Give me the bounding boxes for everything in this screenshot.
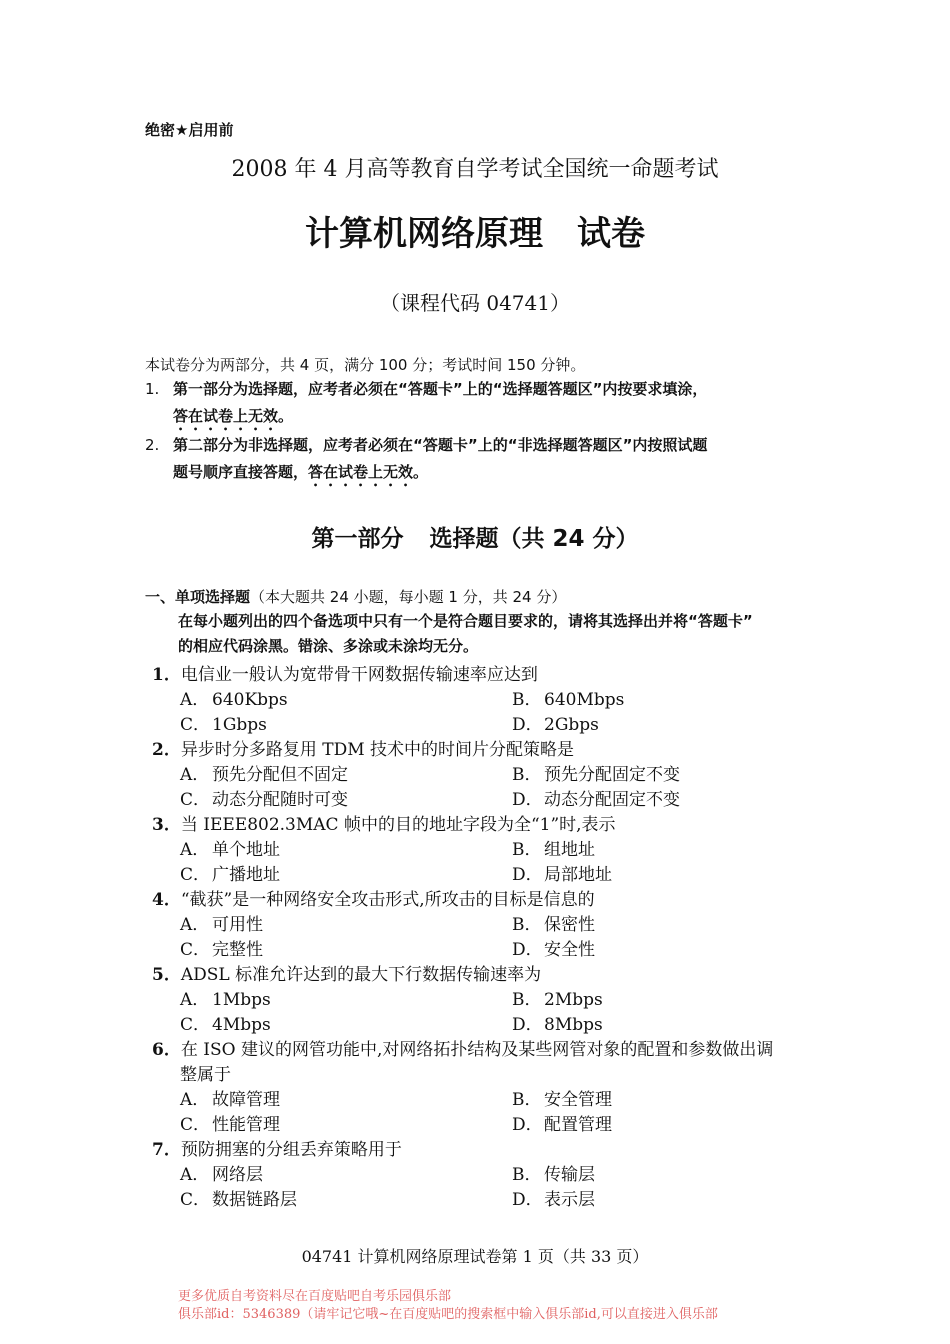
question-stem — [152, 660, 538, 685]
option-text: 安全管理 — [544, 1090, 612, 1110]
option-d — [512, 860, 612, 885]
question-text-continued: 整属于 — [180, 1065, 231, 1085]
question-text: 在 ISO 建议的网管功能中,对网络拓扑结构及某些网管对象的配置和参数做出调 — [180, 1040, 774, 1060]
option-letter: B． — [512, 1165, 542, 1185]
paper-title — [0, 206, 950, 255]
note-1-number: 1. — [145, 380, 160, 398]
option-d — [512, 1185, 595, 1210]
option-letter: D． — [512, 715, 543, 735]
option-letter: D． — [512, 1115, 543, 1135]
option-text: 性能管理 — [212, 1115, 280, 1135]
part1-title — [0, 520, 950, 553]
intro-summary: 本试卷分为两部分，共 4 页，满分 100 分；考试时间 150 分钟。 — [145, 356, 586, 374]
option-text: 动态分配固定不变 — [544, 790, 680, 810]
option-a — [180, 910, 263, 935]
exam-title: 2008 年 4 月高等教育自学考试全国统一命题考试 — [231, 157, 719, 182]
question-stem — [152, 735, 574, 760]
question-stem — [152, 810, 616, 835]
option-text: 表示层 — [544, 1190, 595, 1210]
note-2-line2a: 题号顺序直接答题， — [173, 463, 309, 481]
option-letter: B． — [512, 690, 542, 710]
question-text: 当 IEEE802.3MAC 帧中的目的地址字段为全“1”时,表示 — [180, 815, 616, 835]
question-stem — [152, 1035, 773, 1060]
option-text: 故障管理 — [212, 1090, 280, 1110]
option-text: 预先分配固定不变 — [544, 765, 680, 785]
option-letter: D． — [512, 1015, 543, 1035]
paper-title-suffix: 试卷 — [577, 214, 645, 254]
option-letter: B． — [512, 1090, 542, 1110]
question-stem — [152, 960, 541, 985]
confidential-mark: 绝密★启用前 — [145, 121, 234, 139]
option-d — [512, 1010, 603, 1035]
note-2 — [145, 432, 707, 490]
option-text: 2Gbps — [544, 715, 599, 735]
section1-instruction-line1: 在每小题列出的四个备选项中只有一个是符合题目要求的，请将其选择出并将“答题卡” — [178, 612, 753, 630]
option-text: 4Mbps — [212, 1015, 271, 1035]
option-letter: A． — [180, 1090, 210, 1110]
option-text: 预先分配但不固定 — [212, 765, 348, 785]
section1-heading-title: 一、单项选择题 — [145, 588, 251, 606]
option-letter: D． — [512, 1190, 543, 1210]
note-2-line2b: 答在试卷上无效。 — [308, 463, 429, 481]
option-letter: A． — [180, 990, 210, 1010]
option-letter: A． — [180, 840, 210, 860]
option-text: 保密性 — [544, 915, 595, 935]
section1-heading-desc: （本大题共 24 小题，每小题 1 分，共 24 分） — [250, 588, 567, 606]
note-2-number: 2. — [145, 436, 160, 454]
part1-title-desc: 选择题（共 24 分） — [429, 526, 639, 552]
question-text: “截获”是一种网络安全攻击形式,所攻击的目标是信息的 — [180, 890, 595, 910]
option-a — [180, 985, 271, 1010]
option-a — [180, 1160, 263, 1185]
option-d — [512, 935, 595, 960]
option-letter: A． — [180, 690, 210, 710]
option-c — [180, 785, 348, 810]
option-letter: C． — [180, 1115, 211, 1135]
option-c — [180, 935, 263, 960]
option-letter: D． — [512, 790, 543, 810]
option-d — [512, 1110, 612, 1135]
option-letter: B． — [512, 765, 542, 785]
option-text: 广播地址 — [212, 865, 280, 885]
course-code: （课程代码 04741） — [380, 291, 570, 315]
option-letter: C． — [180, 1015, 211, 1035]
option-b — [512, 910, 595, 935]
option-c — [180, 1010, 271, 1035]
option-d — [512, 710, 599, 735]
question-number: 6． — [152, 1040, 181, 1060]
option-letter: C． — [180, 865, 211, 885]
option-a — [180, 760, 348, 785]
option-c — [180, 1185, 297, 1210]
option-text: 数据链路层 — [212, 1190, 297, 1210]
option-letter: B． — [512, 990, 542, 1010]
watermark-line2: 俱乐部id：5346389（请牢记它哦~在百度贴吧的搜索框中输入俱乐部id,可以直接进入俱乐部 — [178, 1307, 718, 1322]
question-text: 异步时分多路复用 TDM 技术中的时间片分配策略是 — [180, 740, 575, 760]
option-text: 可用性 — [212, 915, 263, 935]
option-letter: D． — [512, 940, 543, 960]
option-c — [180, 710, 267, 735]
option-text: 单个地址 — [212, 840, 280, 860]
option-b — [512, 685, 624, 710]
option-letter: C． — [180, 940, 211, 960]
question-number: 4． — [152, 890, 181, 910]
question-stem — [152, 885, 595, 910]
paper-title-subject: 计算机网络原理 — [305, 214, 543, 254]
option-text: 安全性 — [544, 940, 595, 960]
note-1-line1: 第一部分为选择题，应考者必须在“答题卡”上的“选择题答题区”内按要求填涂， — [173, 380, 708, 398]
question-text: 预防拥塞的分组丢弃策略用于 — [180, 1140, 402, 1160]
option-letter: A． — [180, 915, 210, 935]
option-a — [180, 685, 288, 710]
question-number: 3． — [152, 815, 181, 835]
option-text: 配置管理 — [544, 1115, 612, 1135]
option-text: 传输层 — [544, 1165, 595, 1185]
option-b — [512, 1160, 595, 1185]
note-2-line1: 第二部分为非选择题，应考者必须在“答题卡”上的“非选择题答题区”内按照试题 — [173, 436, 708, 454]
option-letter: A． — [180, 1165, 210, 1185]
option-b — [512, 760, 680, 785]
option-b — [512, 835, 595, 860]
option-b — [512, 1085, 612, 1110]
option-letter: A． — [180, 765, 210, 785]
option-text: 完整性 — [212, 940, 263, 960]
option-c — [180, 1110, 280, 1135]
option-b — [512, 985, 603, 1010]
option-d — [512, 785, 680, 810]
option-text: 组地址 — [544, 840, 595, 860]
note-1-line2: 答在试卷上无效。 — [173, 407, 294, 425]
question-text: 电信业一般认为宽带骨干网数据传输速率应达到 — [180, 665, 538, 685]
watermark-line1: 更多优质自考资料尽在百度贴吧自考乐园俱乐部 — [178, 1289, 452, 1304]
option-a — [180, 835, 280, 860]
question-number: 1． — [152, 665, 181, 685]
option-text: 动态分配随时可变 — [212, 790, 348, 810]
option-letter: D． — [512, 865, 543, 885]
question-stem — [152, 1135, 402, 1160]
section1-heading — [145, 586, 566, 607]
option-a — [180, 1085, 280, 1110]
question-text: ADSL 标准允许达到的最大下行数据传输速率为 — [180, 965, 542, 985]
option-text: 1Mbps — [212, 990, 271, 1010]
part1-title-label: 第一部分 — [311, 526, 404, 552]
section1-instruction-line2: 的相应代码涂黑。错涂、多涂或未涂均无分。 — [178, 637, 479, 655]
option-letter: C． — [180, 790, 211, 810]
option-c — [180, 860, 280, 885]
option-letter: C． — [180, 715, 211, 735]
option-text: 局部地址 — [544, 865, 612, 885]
option-letter: B． — [512, 840, 542, 860]
question-number: 2． — [152, 740, 181, 760]
note-1 — [145, 376, 707, 434]
option-text: 2Mbps — [544, 990, 603, 1010]
option-letter: B． — [512, 915, 542, 935]
option-text: 1Gbps — [212, 715, 267, 735]
page-footer: 04741 计算机网络原理试卷第 1 页（共 33 页） — [301, 1247, 649, 1266]
option-text: 8Mbps — [544, 1015, 603, 1035]
question-number: 7． — [152, 1140, 181, 1160]
option-letter: C． — [180, 1190, 211, 1210]
question-number: 5． — [152, 965, 181, 985]
option-text: 网络层 — [212, 1165, 263, 1185]
option-text: 640Mbps — [544, 690, 625, 710]
option-text: 640Kbps — [212, 690, 288, 710]
